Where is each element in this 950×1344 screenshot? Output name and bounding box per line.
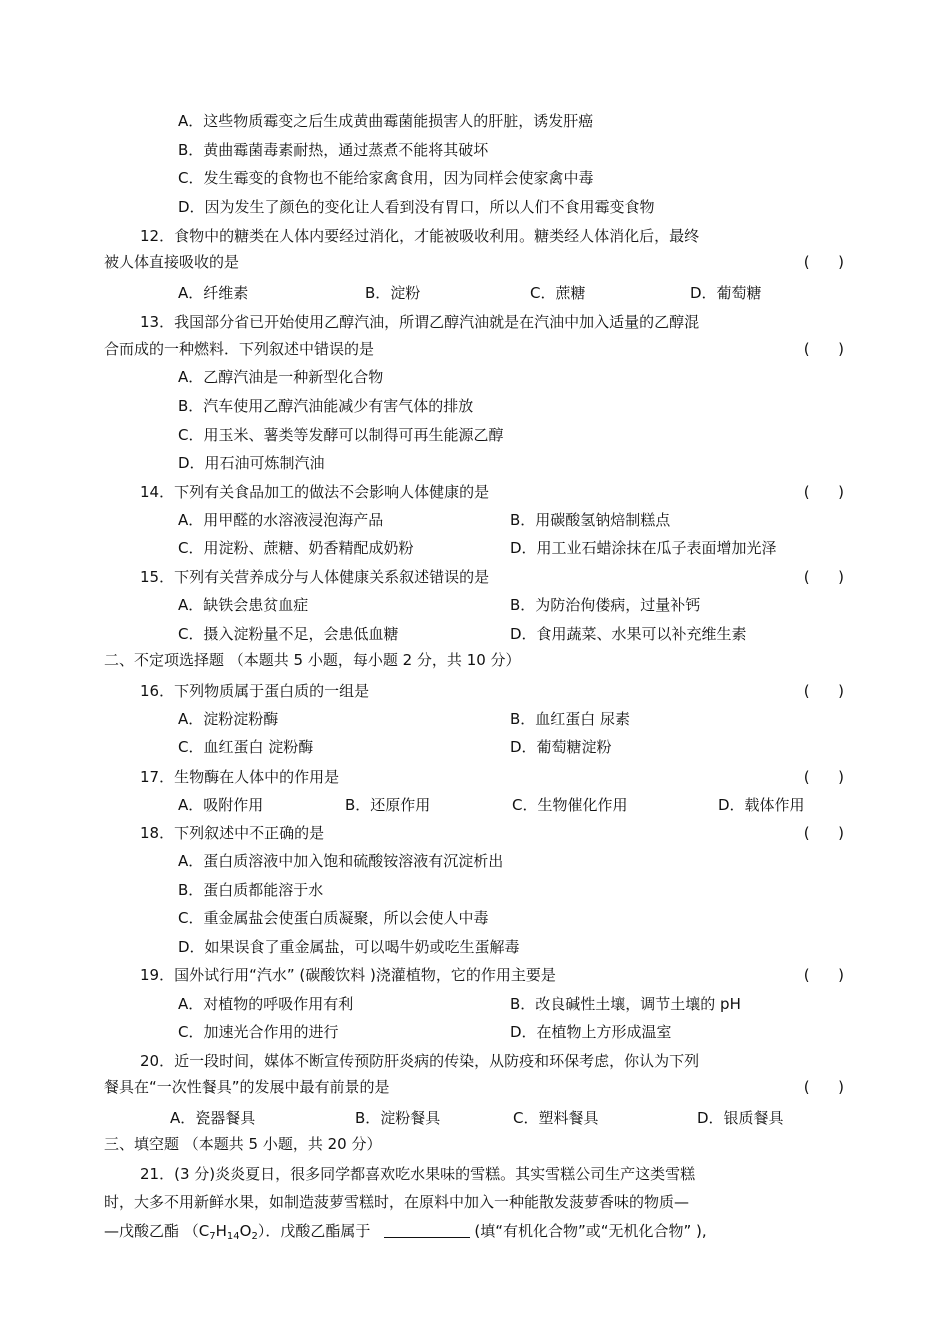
q12-option-d: D．葡萄糖 <box>690 284 762 302</box>
q21-subscript: 14 <box>226 1231 240 1242</box>
q12-stem-line1: 12．食物中的糖类在人体内要经过消化，才能被吸收利用。糖类经人体消化后，最终 <box>140 227 700 245</box>
q13-option-b: B．汽车使用乙醇汽油能减少有害气体的排放 <box>178 397 474 415</box>
q18-stem: 18．下列叙述中不正确的是 <box>140 824 325 842</box>
q16-answer-bracket: ( ) <box>803 682 844 700</box>
q14-answer-bracket: ( ) <box>803 483 844 501</box>
q12-answer-bracket: ( ) <box>803 253 844 271</box>
q14-option-a: A．用甲醛的水溶液浸泡海产品 <box>178 511 384 529</box>
q20-answer-bracket: ( ) <box>803 1078 844 1096</box>
q21-text: ）．戊酸乙酯属于 <box>257 1222 371 1240</box>
q19-stem: 19．国外试行用“汽水” (碳酸饮料 )浇灌植物，它的作用主要是 <box>140 966 556 984</box>
q12-option-b: B．淀粉 <box>365 284 421 302</box>
q21-subscript: 7 <box>209 1231 216 1242</box>
q20-option-d: D．银质餐具 <box>697 1109 784 1127</box>
q15-option-d: D．食用蔬菜、水果可以补充维生素 <box>510 625 747 643</box>
q21-text: H <box>215 1222 227 1240</box>
q20-option-a: A．瓷器餐具 <box>170 1109 256 1127</box>
q15-option-a: A．缺铁会患贫血症 <box>178 596 309 614</box>
q16-stem: 16．下列物质属于蛋白质的一组是 <box>140 682 370 700</box>
q13-stem-line1: 13．我国部分省已开始使用乙醇汽油，所谓乙醇汽油就是在汽油中加入适量的乙醇混 <box>140 313 700 331</box>
q11-option-c: C．发生霉变的食物也不能给家禽食用，因为同样会使家禽中毒 <box>178 169 594 187</box>
q19-option-c: C．加速光合作用的进行 <box>178 1023 339 1041</box>
q17-option-a: A．吸附作用 <box>178 796 264 814</box>
q16-option-b: B．血红蛋白 尿素 <box>510 710 631 728</box>
section3-heading: 三、填空题 （本题共 5 小题，共 20 分） <box>104 1135 382 1153</box>
q19-answer-bracket: ( ) <box>803 966 844 984</box>
q17-option-c: C．生物催化作用 <box>512 796 628 814</box>
q16-option-c: C．血红蛋白 淀粉酶 <box>178 738 314 756</box>
q13-stem-line2: 合而成的一种燃料．下列叙述中错误的是 <box>104 340 375 358</box>
q21-stem-line1: 21．(3 分)炎炎夏日，很多同学都喜欢吃水果味的雪糕。其实雪糕公司生产这类雪糕 <box>140 1165 696 1183</box>
q17-stem: 17．生物酶在人体中的作用是 <box>140 768 340 786</box>
q16-option-a: A．淀粉淀粉酶 <box>178 710 279 728</box>
q21-fill-blank[interactable] <box>384 1223 470 1238</box>
q21-text: —戊酸乙酯 （C <box>104 1222 210 1240</box>
q15-option-b: B．为防治佝偻病，过量补钙 <box>510 596 701 614</box>
q12-option-a: A．纤维素 <box>178 284 249 302</box>
q13-option-c: C．用玉米、薯类等发酵可以制得可再生能源乙醇 <box>178 426 504 444</box>
q19-option-b: B．改良碱性土壤，调节土壤的 pH <box>510 995 741 1013</box>
q18-option-a: A．蛋白质溶液中加入饱和硫酸铵溶液有沉淀析出 <box>178 852 504 870</box>
q13-option-a: A．乙醇汽油是一种新型化合物 <box>178 368 384 386</box>
section2-heading: 二、不定项选择题 （本题共 5 小题，每小题 2 分，共 10 分） <box>104 651 521 669</box>
q21-subscript: 2 <box>251 1231 258 1242</box>
q20-option-c: C．塑料餐具 <box>513 1109 599 1127</box>
q12-stem-line2: 被人体直接吸收的是 <box>104 253 240 271</box>
q20-stem-line2: 餐具在“一次性餐具”的发展中最有前景的是 <box>104 1078 390 1096</box>
q17-answer-bracket: ( ) <box>803 768 844 786</box>
q13-option-d: D．用石油可炼制汽油 <box>178 454 325 472</box>
q19-option-d: D．在植物上方形成温室 <box>510 1023 672 1041</box>
q13-answer-bracket: ( ) <box>803 340 844 358</box>
q19-option-a: A．对植物的呼吸作用有利 <box>178 995 354 1013</box>
q21-text: (填“有机化合物”或“无机化合物” ), <box>474 1222 707 1240</box>
q18-option-c: C．重金属盐会使蛋白质凝聚，所以会使人中毒 <box>178 909 489 927</box>
q14-option-b: B．用碳酸氢钠焙制糕点 <box>510 511 671 529</box>
q17-option-d: D．载体作用 <box>718 796 805 814</box>
q20-stem-line1: 20．近一段时间，媒体不断宣传预防肝炎病的传染，从防疫和环保考虑，你认为下列 <box>140 1052 700 1070</box>
q17-option-b: B．还原作用 <box>345 796 431 814</box>
q15-answer-bracket: ( ) <box>803 568 844 586</box>
q15-stem: 15．下列有关营养成分与人体健康关系叙述错误的是 <box>140 568 490 586</box>
q11-option-d: D．因为发生了颜色的变化让人看到没有胃口，所以人们不食用霉变食物 <box>178 198 655 216</box>
q21-stem-line2: 时，大多不用新鲜水果，如制造菠萝雪糕时，在原料中加入一种能散发菠萝香味的物质— <box>104 1193 690 1211</box>
q18-option-b: B．蛋白质都能溶于水 <box>178 881 324 899</box>
q18-answer-bracket: ( ) <box>803 824 844 842</box>
q14-option-c: C．用淀粉、蔗糖、奶香精配成奶粉 <box>178 539 414 557</box>
q11-option-a: A．这些物质霉变之后生成黄曲霉菌能损害人的肝脏，诱发肝癌 <box>178 112 594 130</box>
q15-option-c: C．摄入淀粉量不足，会患低血糖 <box>178 625 399 643</box>
q20-option-b: B．淀粉餐具 <box>355 1109 441 1127</box>
q16-option-d: D．葡萄糖淀粉 <box>510 738 612 756</box>
q14-option-d: D．用工业石蜡涂抹在瓜子表面增加光泽 <box>510 539 777 557</box>
q11-option-b: B．黄曲霉菌毒素耐热，通过蒸煮不能将其破坏 <box>178 141 489 159</box>
q21-stem-line3 <box>104 1221 707 1241</box>
q14-stem: 14．下列有关食品加工的做法不会影响人体健康的是 <box>140 483 490 501</box>
q12-option-c: C．蔗糖 <box>530 284 586 302</box>
q18-option-d: D．如果误食了重金属盐，可以喝牛奶或吃生蛋解毒 <box>178 938 520 956</box>
q21-text: O <box>239 1222 252 1240</box>
